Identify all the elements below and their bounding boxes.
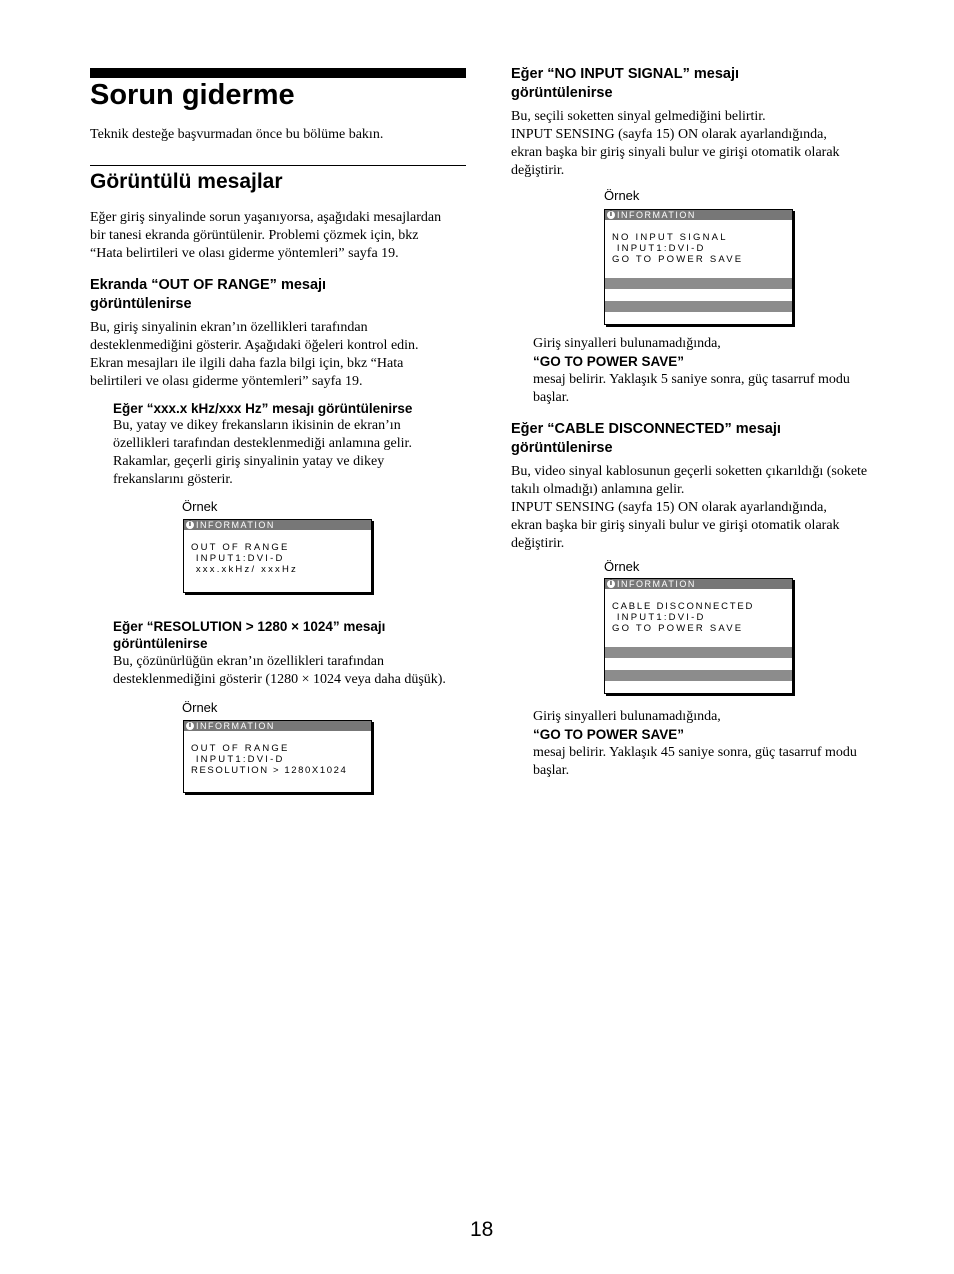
osd-header: i INFORMATION bbox=[184, 520, 371, 530]
out-of-range-body: Bu, giriş sinyalinin ekran’ın özellikleri tarafından desteklenmediğini gösterir. Aşağıdaki öğeleri kontrol edin. Ekran mesajları ile ilgili daha fazla bilgi için, bkz “Hata belirtileri ve olası giderme yöntemleri” sayfa 19. bbox=[90, 320, 419, 389]
page-number: 18 bbox=[470, 1218, 494, 1241]
info-icon: i bbox=[186, 722, 194, 730]
osd-gray-band bbox=[605, 647, 792, 658]
cable-body: Bu, video sinyal kablosunun geçerli soketten çıkarıldığı (sokete takılı olmadığı) anlamına gelir. INPUT SENSING (sayfa 15) ON olarak ayarlandığında, ekran başka bir giriş sinyali bulur ve girişi otomatik olarak değiştirir. bbox=[511, 464, 868, 551]
osd-no-input-message: i INFORMATION NO INPUT SIGNAL INPUT1:DVI-D GO TO POWER SAVE bbox=[604, 209, 793, 325]
osd-header: i INFORMATION bbox=[605, 210, 792, 220]
cable-heading: Eğer “CABLE DISCONNECTED” mesajı görüntülenirse bbox=[511, 421, 781, 456]
osd-resolution-message: i INFORMATION OUT OF RANGE INPUT1:DVI-D RESOLUTION > 1280X1024 bbox=[183, 720, 372, 793]
info-icon: i bbox=[607, 580, 615, 588]
osd-header: i INFORMATION bbox=[605, 579, 792, 589]
freq-heading: Eğer “xxx.x kHz/xxx Hz” mesajı görüntülenirse bbox=[113, 401, 413, 416]
freq-body: Bu, yatay ve dikey frekansların ikisinin de ekran’ın özellikleri tarafından desteklenmediği anlamına gelir. Rakamlar, geçerli giriş sinyalinin yatay ve dikey frekanslarını gösterir. bbox=[113, 418, 412, 487]
osd-cable-message: i INFORMATION CABLE DISCONNECTED INPUT1:DVI-D GO TO POWER SAVE bbox=[604, 578, 793, 694]
osd-gray-band bbox=[605, 670, 792, 681]
example-label: Örnek bbox=[182, 499, 218, 514]
out-of-range-heading: Ekranda “OUT OF RANGE” mesajı görüntülenirse bbox=[90, 277, 327, 312]
no-input-heading: Eğer “NO INPUT SIGNAL” mesajı görüntülenirse bbox=[511, 66, 740, 101]
cable-note: Giriş sinyalleri bulunamadığında, “GO TO POWER SAVE” mesaj belirir. Yaklaşık 45 saniye sonra, güç tasarruf modu başlar. bbox=[533, 709, 857, 778]
no-input-body: Bu, seçili soketten sinyal gelmediğini belirtir. INPUT SENSING (sayfa 15) ON olarak ayarlandığında, ekran başka bir giriş sinyali bulur ve girişi otomatik olarak değiştirir. bbox=[511, 109, 840, 178]
no-input-note: Giriş sinyalleri bulunamadığında, “GO TO POWER SAVE” mesaj belirir. Yaklaşık 5 saniye sonra, güç tasarruf modu başlar. bbox=[533, 336, 850, 405]
example-label: Örnek bbox=[604, 188, 640, 203]
example-label: Örnek bbox=[604, 559, 640, 574]
section-intro: Eğer giriş sinyalinde sorun yaşanıyorsa, aşağıdaki mesajlardan bir tanesi ekranda görüntülenir. Problemi çözmek için, bkz “Hata belirtileri ve olası giderme yöntemleri” sayfa 19. bbox=[90, 210, 442, 261]
osd-freq-message: i INFORMATION OUT OF RANGE INPUT1:DVI-D xxx.xkHz/ xxxHz bbox=[183, 519, 372, 593]
intro-text: Teknik desteğe başvurmadan önce bu bölüme bakın. bbox=[90, 127, 384, 142]
osd-header: i INFORMATION bbox=[184, 721, 371, 731]
page-title: Sorun giderme bbox=[90, 79, 295, 111]
info-icon: i bbox=[186, 521, 194, 529]
resolution-heading: Eğer “RESOLUTION > 1280 × 1024” mesajı görüntülenirse bbox=[113, 619, 386, 651]
section-title: Görüntülü mesajlar bbox=[90, 170, 283, 193]
example-label: Örnek bbox=[182, 700, 218, 715]
info-icon: i bbox=[607, 211, 615, 219]
osd-gray-band bbox=[605, 301, 792, 312]
resolution-body: Bu, çözünürlüğün ekran’ın özellikleri tarafından desteklenmediğini gösterir (1280 × 1024 veya daha düşük). bbox=[113, 654, 446, 687]
section-divider bbox=[90, 165, 466, 166]
osd-gray-band bbox=[605, 278, 792, 289]
